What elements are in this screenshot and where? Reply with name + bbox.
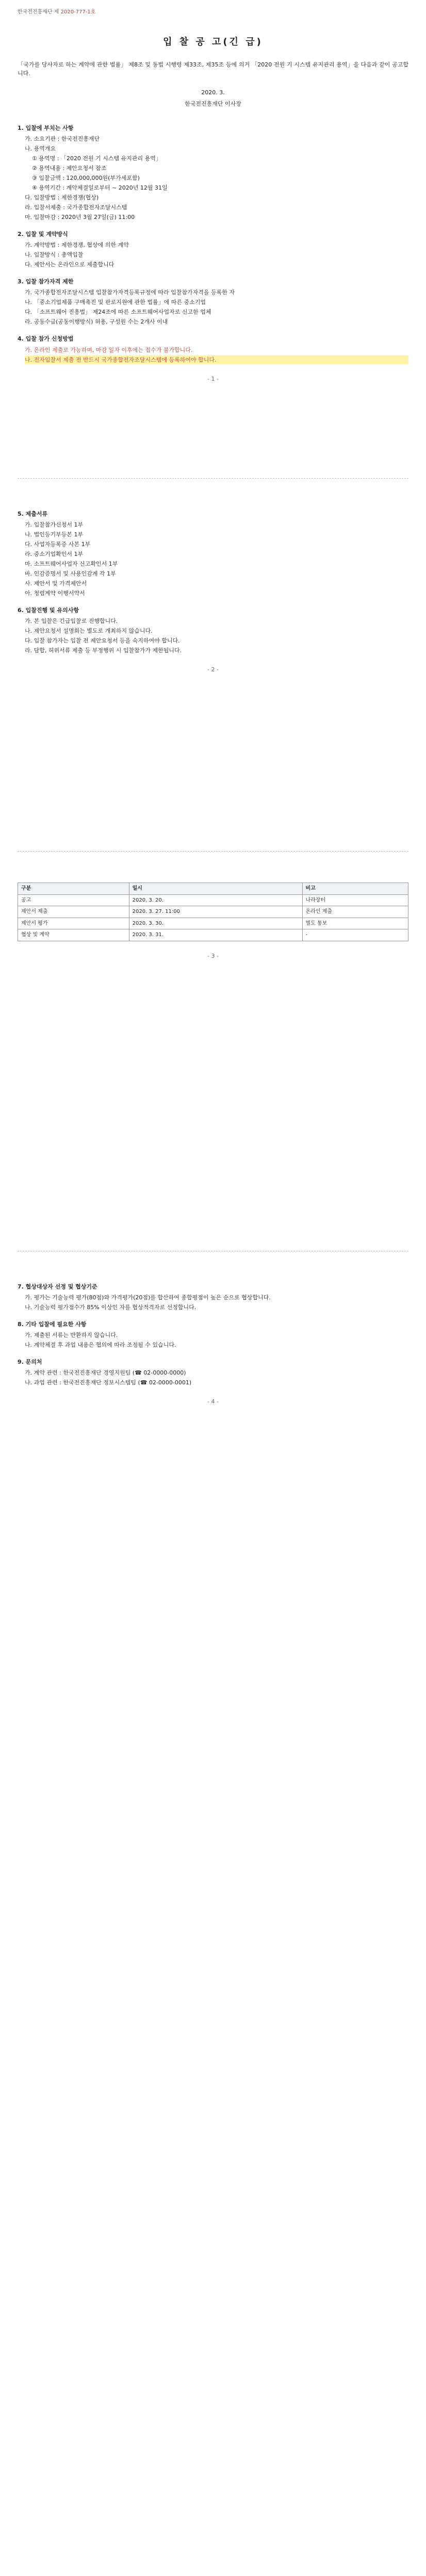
list-item: 아. 청렴계약 이행서약서 xyxy=(25,590,85,597)
list-item: 마. 입찰마감 : 2020년 3월 27일(금) 11:00 xyxy=(25,214,135,221)
list-item: 나. 전자입찰서 제출 전 반드시 국가종합전자조달시스템에 등록하여야 합니다. xyxy=(25,355,408,364)
list-item: 가. 소요기관 : 한국전진흥재단 xyxy=(25,135,100,142)
section-5 xyxy=(18,510,408,598)
table-header-row xyxy=(18,883,408,895)
page-number: - 4 - xyxy=(207,1398,219,1405)
section-title: 7. 협상대상자 선정 및 협상기준 xyxy=(18,1283,97,1290)
notice-date: 2020. 3. xyxy=(201,89,225,96)
column-header: 일시 xyxy=(129,883,302,895)
section-6 xyxy=(18,606,408,655)
page-number: - 2 - xyxy=(207,666,219,673)
list-item: 다. 입찰방법 : 제한경쟁(협상) xyxy=(25,194,99,201)
section-4 xyxy=(18,334,408,364)
list-item: 나. 기술능력 평가점수가 85% 이상인 자를 협상적격자로 선정합니다. xyxy=(25,1304,196,1311)
table-row xyxy=(18,894,408,906)
section-title: 4. 입찰 참가 신청방법 xyxy=(18,335,74,343)
section-title: 3. 입찰 참가자격 제한 xyxy=(18,278,74,285)
list-item: 가. 온라인 제출로 가능하며, 마감 일자 이후에는 접수가 불가합니다. xyxy=(25,346,193,353)
section-7 xyxy=(18,1282,408,1312)
section-1 xyxy=(18,124,408,222)
table-cell: 협상 및 계약 xyxy=(18,929,129,941)
list-item: 나. 제안요청서 설명회는 별도로 개최하지 않습니다. xyxy=(25,628,153,635)
list-item: 나. 계약체결 후 과업 내용은 협의에 따라 조정될 수 있습니다. xyxy=(25,1342,176,1349)
list-item: 가. 본 입찰은 긴급입찰로 진행합니다. xyxy=(25,618,118,625)
doc-header xyxy=(18,8,408,16)
list-item: 가. 입찰참가신청서 1부 xyxy=(25,521,84,528)
schedule-table xyxy=(18,883,408,941)
list-item: 가. 국가종합전자조달시스템 입찰참가자격등록규정에 따라 입찰참가자격을 등록한 자 xyxy=(25,289,235,296)
list-item: 다. 입찰 참가자는 입찰 전 제안요청서 등을 숙지하여야 합니다. xyxy=(25,637,180,645)
table-cell: 별도 통보 xyxy=(302,918,408,929)
section-8 xyxy=(18,1320,408,1349)
table-cell: 제안서 제출 xyxy=(18,906,129,918)
list-item: 다. 제안서는 온라인으로 제출합니다 xyxy=(25,261,114,268)
list-item: 나. 법인등기부등본 1부 xyxy=(25,531,84,538)
section-title: 8. 기타 입찰에 필요한 사항 xyxy=(18,1321,87,1328)
list-item: 가. 제출된 서류는 반환하지 않습니다. xyxy=(25,1332,118,1339)
table-cell: 2020. 3. 30. xyxy=(129,918,302,929)
table-row xyxy=(18,929,408,941)
list-item: 다. 「소프트웨어 진흥법」 제24조에 따른 소프트웨어사업자로 신고한 업체 xyxy=(25,309,211,316)
column-header: 구분 xyxy=(18,883,129,895)
page-number: - 3 - xyxy=(207,952,219,959)
table-cell: - xyxy=(302,929,408,941)
table-cell: 공고 xyxy=(18,894,129,906)
list-item: 라. 공동수급(공동이행방식) 허용, 구성원 수는 2개사 이내 xyxy=(25,318,168,326)
page-number: - 1 - xyxy=(207,375,219,382)
section-title: 9. 문의처 xyxy=(18,1359,42,1366)
list-item: 가. 계약방법 : 제한경쟁, 협상에 의한 계약 xyxy=(25,242,129,249)
section-2 xyxy=(18,230,408,269)
list-item: 바. 인감증명서 및 사용인감계 각 1부 xyxy=(25,570,116,577)
section-title: 1. 입찰에 부치는 사항 xyxy=(18,124,74,131)
table-cell: 2020. 3. 31. xyxy=(129,929,302,941)
list-item: 라. 중소기업확인서 1부 xyxy=(25,550,84,557)
list-item: 다. 사업자등록증 사본 1부 xyxy=(25,540,91,548)
section-title: 5. 제출서류 xyxy=(18,510,48,517)
section-9 xyxy=(18,1358,408,1387)
list-item: ① 용역명 : 「2020 전원 기 시스템 유지관리 용역」 xyxy=(32,155,161,162)
table-row xyxy=(18,906,408,918)
table-cell: 온라인 제출 xyxy=(302,906,408,918)
section-title: 2. 입찰 및 계약방식 xyxy=(18,231,68,238)
list-item: 나. 「중소기업제품 구매촉진 및 판로지원에 관한 법률」에 따른 중소기업 xyxy=(25,299,206,306)
header-number: 2020-777-1호 xyxy=(60,9,96,15)
intro-paragraph: 「국가를 당사자로 하는 계약에 관한 법률」 제8조 및 동법 시행령 제33조, 제35조 등에 의거 「2020 전원 기 시스템 유지관리 용역」을 다음과 같이 공고합니다. xyxy=(18,61,408,77)
section-title: 6. 입찰진행 및 유의사항 xyxy=(18,607,79,614)
header-org: 한국전진흥재단 제 xyxy=(18,9,59,15)
list-item: ③ 입찰금액 : 120,000,000원(부가세포함) xyxy=(32,174,140,181)
table-cell: 나라장터 xyxy=(302,894,408,906)
section-3 xyxy=(18,277,408,326)
page-break xyxy=(18,851,408,852)
list-item: 나. 과업 관련 : 한국전진흥재단 정보시스템팀 (☎ 02-0000-0001) xyxy=(25,1379,192,1386)
column-header: 비고 xyxy=(302,883,408,895)
list-item: 라. 담합, 허위서류 제출 등 부정행위 시 입찰참가가 제한됩니다. xyxy=(25,647,182,654)
list-item: 나. 입찰방식 : 총액입찰 xyxy=(25,251,84,259)
list-item: 마. 소프트웨어사업자 신고확인서 1부 xyxy=(25,560,118,567)
list-item: 가. 평가는 기술능력 평가(80점)와 가격평가(20점)를 합산하여 종합평점이 높은 순으로 협상합니다. xyxy=(25,1294,271,1301)
list-item: 가. 계약 관련 : 한국전진흥재단 경영지원팀 (☎ 02-0000-0000) xyxy=(25,1369,186,1377)
page-break xyxy=(18,478,408,479)
list-item: ② 용역내용 : 제안요청서 참조 xyxy=(32,164,107,172)
table-cell: 2020. 3. 20. xyxy=(129,894,302,906)
issuer: 한국전진흥재단 이사장 xyxy=(185,100,241,107)
table-cell: 2020. 3. 27. 11:00 xyxy=(129,906,302,918)
list-item: 라. 입찰서제출 : 국가종합전자조달시스템 xyxy=(25,204,127,211)
list-item: 사. 제안서 및 가격제안서 xyxy=(25,580,87,587)
table-cell: 제안서 평가 xyxy=(18,918,129,929)
list-item: ④ 용역기간 : 계약체결일로부터 ~ 2020년 12월 31일 xyxy=(32,184,168,191)
page-title: 입 찰 공 고(긴 급) xyxy=(163,36,263,47)
list-item: 나. 용역개요 xyxy=(25,145,56,152)
table-row xyxy=(18,918,408,929)
